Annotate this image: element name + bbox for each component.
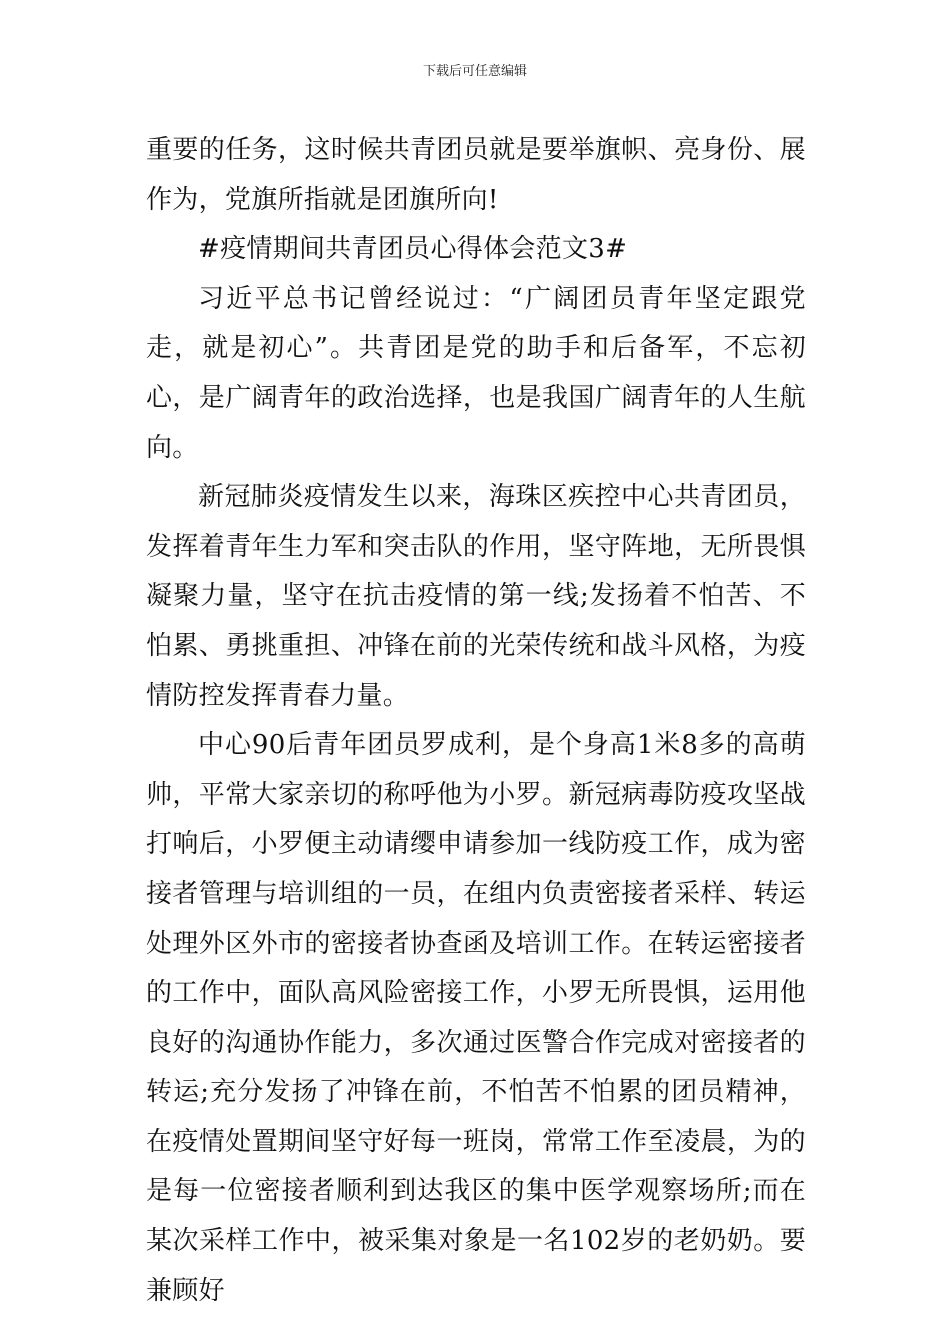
section-heading: #疫情期间共青团员心得体会范文3#: [198, 234, 628, 265]
paragraph-2: 习近平总书记曾经说过：“广阔团员青年坚定跟党走，就是初心”。共青团是党的助手和后备军，不忘初心，是广阔青年的政治选择，也是我国广阔青年的人生航向。: [146, 283, 806, 463]
paragraph-3: 新冠肺炎疫情发生以来，海珠区疾控中心共青团员，发挥着青年生力军和突击队的作用，坚守阵地，无所畏惧凝聚力量，坚守在抗击疫情的第一线;发扬着不怕苦、不怕累、勇挑重担、冲锋在前的光荣传统和战斗风格，为疫情防控发挥青春力量。: [146, 482, 806, 711]
paragraph-1: 重要的任务，这时候共青团员就是要举旗帜、亮身份、展作为，党旗所指就是团旗所向!: [146, 135, 806, 215]
document-body: [146, 126, 806, 1316]
paragraph-4: 中心90后青年团员罗成利，是个身高1米8多的高萌帅，平常大家亲切的称呼他为小罗。新冠病毒防疫攻坚战打响后，小罗便主动请缨申请参加一线防疫工作，成为密接者管理与培训组的一员，在组内负责密接者采样、转运处理外区外市的密接者协查函及培训工作。在转运密接者的工作中，面队高风险密接工作，小罗无所畏惧，运用他良好的沟通协作能力，多次通过医警合作完成对密接者的转运;充分发扬了冲锋在前，不怕苦不怕累的团员精神，在疫情处置期间坚守好每一班岗，常常工作至凌晨，为的是每一位密接者顺利到达我区的集中医学观察场所;而在某次采样工作中，被采集对象是一名102岁的老奶奶。要兼顾好: [146, 730, 806, 1306]
page-header-note: 下载后可任意编辑: [422, 64, 527, 79]
